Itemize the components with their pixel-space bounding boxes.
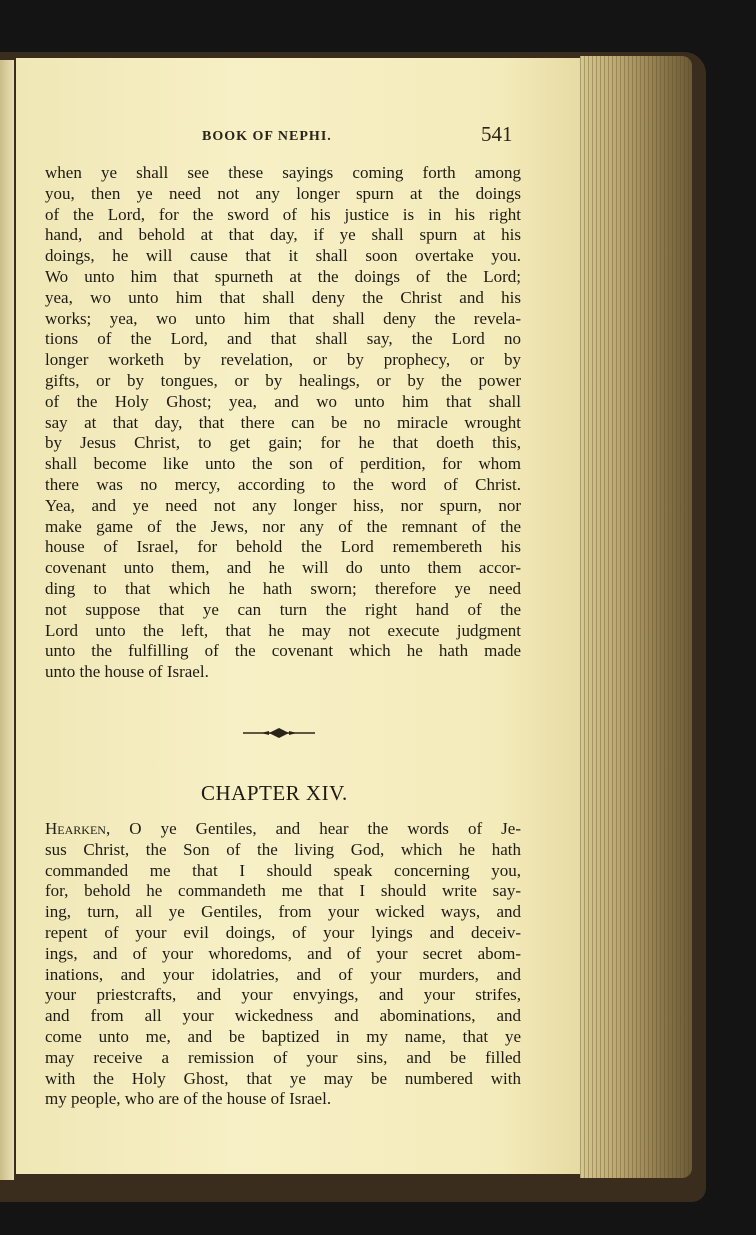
lead-word: Hearken, [45, 819, 111, 838]
paragraph-2 [45, 819, 521, 1110]
paragraph-line: for, behold he commandeth me that I should write say- [45, 881, 521, 901]
paragraph-line: Lord unto the left, that he may not execute judgment [45, 620, 521, 640]
paragraph-line: doings, he will cause that it shall soon overtake you. [45, 246, 521, 266]
paragraph-line: house of Israel, for behold the Lord remembereth his [45, 537, 521, 557]
paragraph-line: hand, and behold at that day, if ye shall spurn at his [45, 225, 521, 245]
paragraph-line: and from all your wickedness and abominations, and [45, 1006, 521, 1026]
paragraph-line: when ye shall see these sayings coming forth among [45, 163, 521, 182]
paragraph-line: tions of the Lord, and that shall say, the Lord no [45, 329, 521, 349]
paragraph-line: not suppose that ye can turn the right hand of the [45, 599, 521, 619]
page-edges [580, 56, 692, 1178]
paragraph-line: say at that day, that there can be no miracle wrought [45, 412, 521, 432]
paragraph-line: of the Holy Ghost; yea, and wo unto him that shall [45, 391, 521, 411]
running-head: BOOK OF NEPHI. [202, 129, 332, 144]
paragraph-line: shall become like unto the son of perdition, for whom [45, 454, 521, 474]
paragraph-line: ing, turn, all ye Gentiles, from your wicked ways, and [45, 902, 521, 922]
paragraph-line: sus Christ, the Son of the living God, which he hath [45, 839, 521, 859]
paragraph-line: Yea, and ye need not any longer hiss, nor spurn, nor [45, 495, 521, 515]
paragraph-line: may receive a remission of your sins, and be filled [45, 1047, 521, 1067]
facing-page-edge [0, 60, 14, 1180]
paragraph-line: ings, and of your whoredoms, and of your secret abom- [45, 943, 521, 963]
paragraph-line: commanded me that I should speak concerning you, [45, 860, 521, 880]
paragraph-line: unto the fulfilling of the covenant which he hath made [45, 641, 521, 661]
paragraph-line: my people, who are of the house of Israel. [45, 1089, 332, 1109]
paragraph-line: by Jesus Christ, to get gain; for he that doeth this, [45, 433, 521, 453]
paragraph-line: inations, and your idolatries, and of your murders, and [45, 964, 521, 984]
paragraph-line: unto the house of Israel. [45, 662, 209, 682]
paragraph-line: longer worketh by revelation, or by prophecy, or by [45, 350, 521, 370]
paragraph-line: come unto me, and be baptized in my name, that ye [45, 1026, 521, 1046]
paragraph-line: you, then ye need not any longer spurn at the doings [45, 183, 521, 203]
paragraph-line: Wo unto him that spurneth at the doings of the Lord; [45, 266, 521, 286]
ornament-divider-icon [243, 722, 315, 744]
paragraph-line [45, 819, 521, 840]
page-header [0, 122, 756, 152]
paragraph-line: your priestcrafts, and your envyings, and your strifes, [45, 985, 521, 1005]
first-line-rest: O ye Gentiles, and hear the words of Je- [110, 819, 521, 838]
chapter-title: CHAPTER XIV. [201, 781, 348, 805]
paragraph-line: gifts, or by tongues, or by healings, or by the power [45, 370, 521, 390]
page-number: 541 [481, 122, 513, 146]
paragraph-line: with the Holy Ghost, that ye may be numbered with [45, 1068, 521, 1088]
paragraph-line: works; yea, wo unto him that shall deny the revela- [45, 308, 521, 328]
paragraph-line: there was no mercy, according to the word of Christ. [45, 474, 521, 494]
paragraph-line: repent of your evil doings, of your lyings and deceiv- [45, 922, 521, 942]
paragraph-1 [45, 163, 521, 683]
paragraph-line: covenant unto them, and he will do unto them accor- [45, 558, 521, 578]
paragraph-line: make game of the Jews, nor any of the remnant of the [45, 516, 521, 536]
paragraph-line: of the Lord, for the sword of his justice is in his right [45, 204, 521, 224]
paragraph-line: yea, wo unto him that shall deny the Christ and his [45, 287, 521, 307]
paragraph-line: ding to that which he hath sworn; therefore ye need [45, 578, 521, 598]
